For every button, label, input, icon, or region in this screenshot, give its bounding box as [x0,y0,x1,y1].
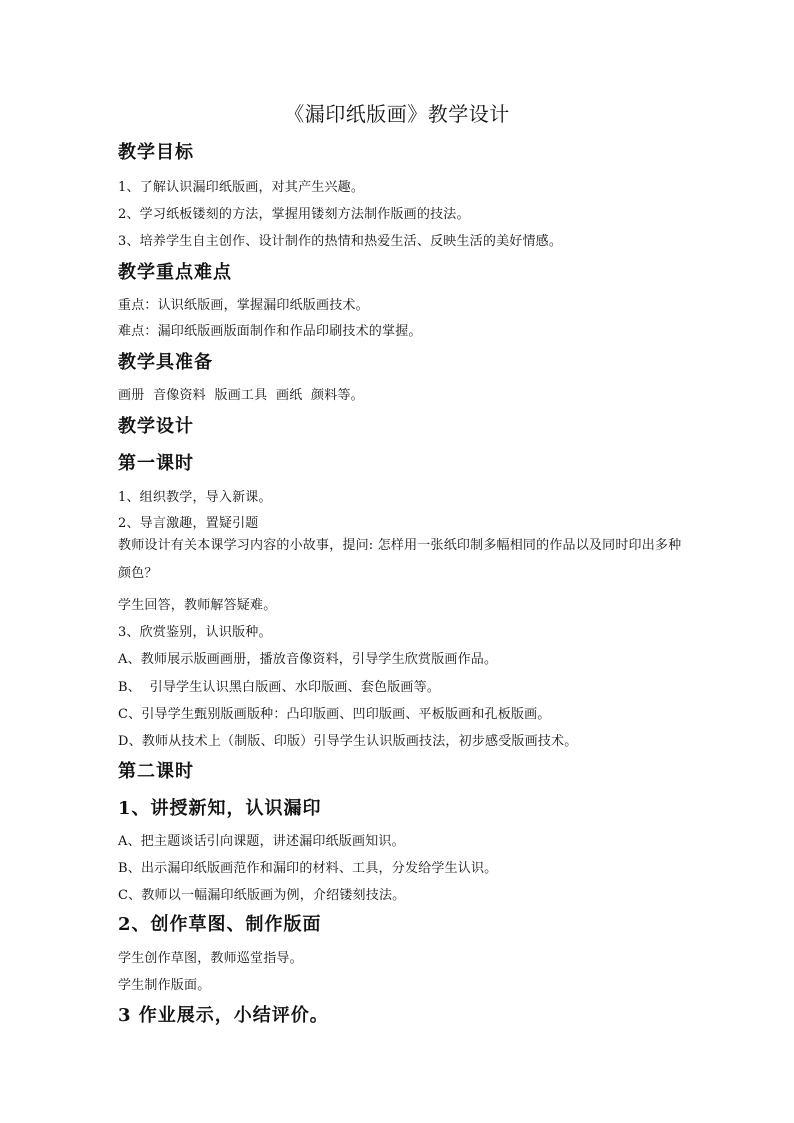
document-title: 《漏印纸版画》教学设计 [284,102,510,126]
goal-item: 3、培养学生自主创作、设计制作的热情和热爱生活、反映生活的美好情感。 [118,234,563,249]
goal-item: 1、了解认识漏印纸版画，对其产生兴趣。 [118,180,365,195]
heading-lesson2-part1: 1、讲授新知，认识漏印 [118,798,322,819]
heading-tools: 教学具准备 [118,352,213,373]
lesson2-item: 学生创作草图，教师巡堂指导。 [118,951,303,966]
heading-design: 教学设计 [118,416,194,437]
lesson1-item: B、 引导学生认识黑白版画、水印版画、套色版画等。 [118,680,441,695]
lesson2-item: A、把主题谈话引向课题，讲述漏印纸版画知识。 [118,834,405,849]
lesson1-item: 2、导言激趣，置疑引题 [118,516,259,531]
heading-lesson2: 第二课时 [118,761,194,782]
lesson2-item: 学生制作版面。 [118,978,211,993]
tools-text: 画册 音像资料 版画工具 画纸 颜料等。 [118,388,364,403]
lesson2-item: B、出示漏印纸版画范作和漏印的材料、工具，分发给学生认识。 [118,861,498,876]
lesson1-item: A、教师展示版画画册，播放音像资料，引导学生欣赏版画作品。 [118,652,498,667]
lesson1-item: C、引导学生甄别版画版种：凸印版画、凹印版画、平板版画和孔板版画。 [118,707,551,722]
lesson1-item: 1、组织教学，导入新课。 [118,490,272,505]
keypoint-item: 难点：漏印纸版画版面制作和作品印刷技术的掌握。 [118,324,422,339]
heading-keypoints: 教学重点难点 [118,262,232,283]
heading-lesson1: 第一课时 [118,453,194,474]
heading-lesson2-part2: 2、创作草图、制作版面 [118,914,322,935]
keypoint-item: 重点：认识纸版画，掌握漏印纸版画技术。 [118,298,369,313]
lesson1-item: D、教师从技术上（制版、印版）引导学生认识版画技法，初步感受版画技术。 [118,734,578,749]
lesson1-item: 教师设计有关本课学习内容的小故事，提问: 怎样用一张纸印制多幅相同的作品以及同时印出多种颜色？ [118,538,682,581]
lesson2-item: C、教师以一幅漏印纸版画为例，介绍镂刻技法。 [118,888,406,903]
heading-lesson2-part3: 3 作业展示，小结评价。 [118,1005,329,1026]
heading-goals: 教学目标 [118,142,194,163]
lesson1-item: 3、欣赏鉴别，认识版种。 [118,625,272,640]
goal-item: 2、学习纸板镂刻的方法，掌握用镂刻方法制作版画的技法。 [118,207,470,222]
lesson1-item: 学生回答，教师解答疑难。 [118,598,277,613]
